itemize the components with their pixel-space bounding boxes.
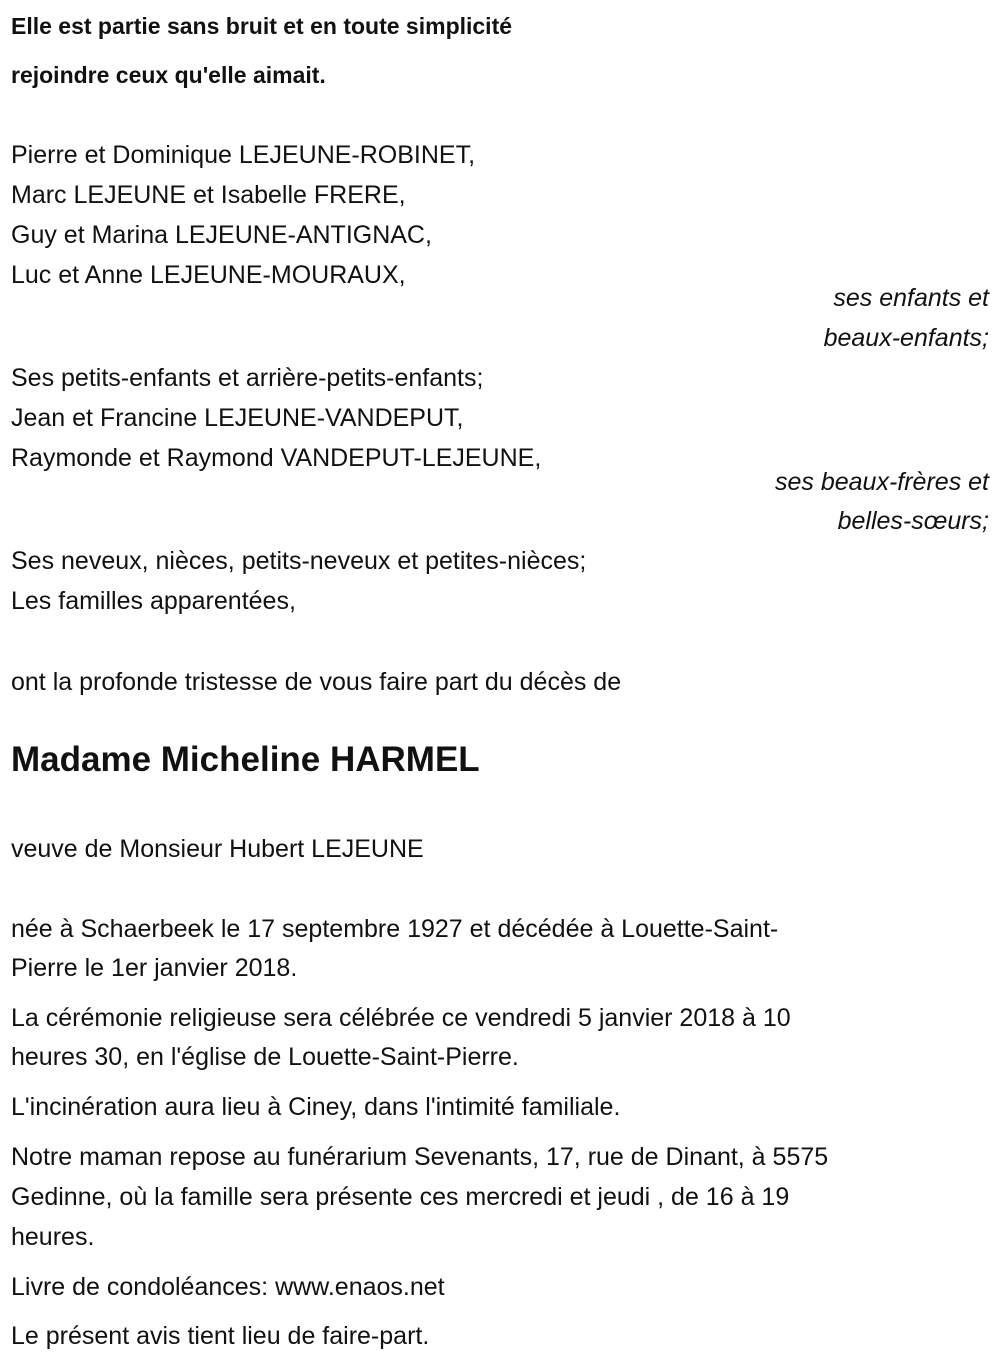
- notice-line: Le présent avis tient lieu de faire-part.: [11, 1322, 430, 1350]
- rest-line: Notre maman repose au funérarium Sevenants, 17, rue de Dinant, à 5575: [11, 1143, 829, 1171]
- family-line: Pierre et Dominique LEJEUNE-ROBINET,: [11, 141, 476, 169]
- family-line: Jean et Francine LEJEUNE-VANDEPUT,: [11, 404, 464, 432]
- family-line: Ses neveux, nièces, petits-neveux et petites-nièces;: [11, 547, 587, 575]
- announcement: ont la profonde tristesse de vous faire part du décès de: [11, 668, 622, 696]
- family-role: belles-sœurs;: [837, 507, 989, 535]
- ceremony-line: La cérémonie religieuse sera célébrée ce vendredi 5 janvier 2018 à 10: [11, 1004, 791, 1032]
- cremation-line: L'incinération aura lieu à Ciney, dans l'intimité familiale.: [11, 1093, 621, 1121]
- family-line: Luc et Anne LEJEUNE-MOURAUX,: [11, 261, 406, 289]
- intro-line: rejoindre ceux qu'elle aimait.: [11, 62, 326, 88]
- deceased-name: Madame Micheline HARMEL: [11, 740, 480, 779]
- family-line: Ses petits-enfants et arrière-petits-enfants;: [11, 364, 484, 392]
- family-role: beaux-enfants;: [823, 324, 989, 352]
- birth-line: Pierre le 1er janvier 2018.: [11, 954, 298, 982]
- birth-line: née à Schaerbeek le 17 septembre 1927 et décédée à Louette-Saint-: [11, 915, 779, 943]
- family-role: ses enfants et: [833, 284, 989, 312]
- rest-line: Gedinne, où la famille sera présente ces mercredi et jeudi , de 16 à 19: [11, 1183, 790, 1211]
- ceremony-line: heures 30, en l'église de Louette-Saint-Pierre.: [11, 1043, 519, 1071]
- rest-line: heures.: [11, 1223, 95, 1251]
- family-role: ses beaux-frères et: [775, 468, 989, 496]
- family-line: Raymonde et Raymond VANDEPUT-LEJEUNE,: [11, 444, 542, 472]
- condolences-line: Livre de condoléances: www.enaos.net: [11, 1273, 445, 1301]
- family-line: Marc LEJEUNE et Isabelle FRERE,: [11, 181, 406, 209]
- family-line: Les familles apparentées,: [11, 587, 296, 615]
- family-line: Guy et Marina LEJEUNE-ANTIGNAC,: [11, 221, 432, 249]
- intro-line: Elle est partie sans bruit et en toute simplicité: [11, 13, 513, 39]
- widow-line: veuve de Monsieur Hubert LEJEUNE: [11, 835, 424, 863]
